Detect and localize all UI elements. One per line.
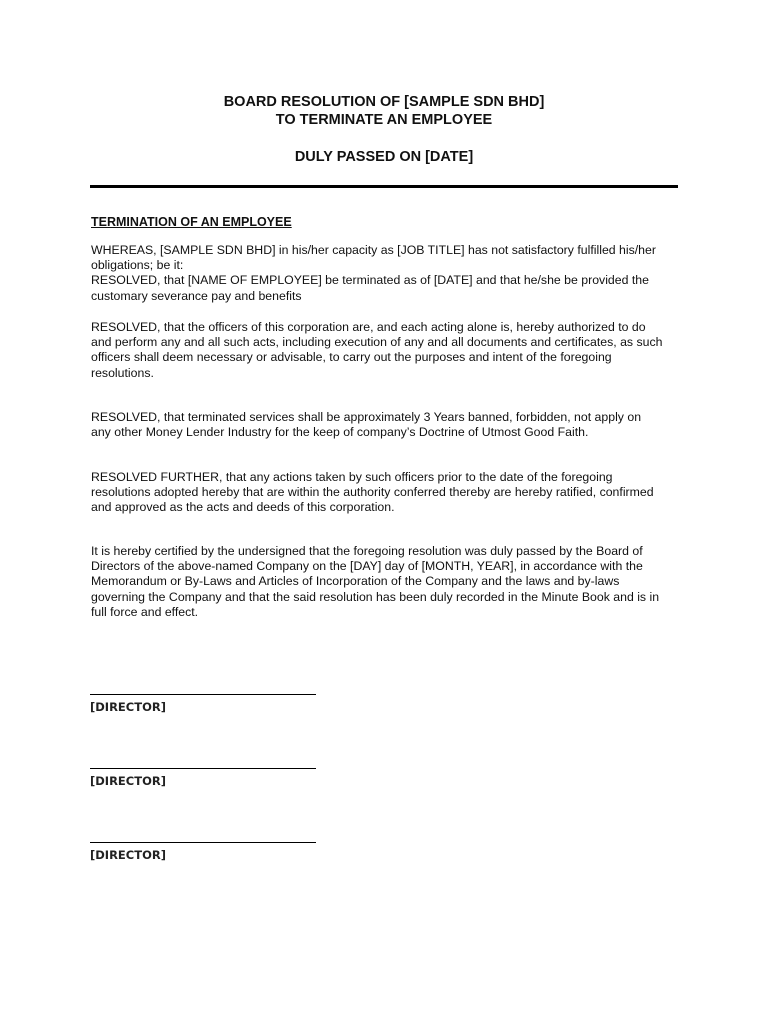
text-line: and approved as the acts and deeds of this corporation. xyxy=(91,500,395,515)
signature-block-1 xyxy=(90,694,316,714)
text-line: officers shall deem necessary or advisable, to carry out the purposes and intent of the foregoing xyxy=(91,350,612,365)
paragraph-further xyxy=(91,470,681,516)
signature-label: [DIRECTOR] xyxy=(90,848,166,862)
text-line: RESOLVED, that the officers of this corporation are, and each acting alone is, hereby authorized to do xyxy=(91,320,646,334)
paragraph-whereas xyxy=(91,243,681,304)
text-line: any other Money Lender Industry for the keep of company’s Doctrine of Utmost Good Faith. xyxy=(91,425,589,440)
paragraph-services xyxy=(91,410,681,440)
document-subtitle: TO TERMINATE AN EMPLOYEE xyxy=(275,112,493,128)
text-line: obligations; be it: xyxy=(91,258,184,273)
text-line: resolutions adopted hereby that are within the authority conferred thereby are hereby ratified, confirmed xyxy=(91,485,654,500)
text-line: Directors of the above-named Company on the [DAY] day of [MONTH, YEAR], in accordance with the xyxy=(91,559,643,574)
signature-block-2 xyxy=(90,768,316,788)
text-line: resolutions. xyxy=(91,365,154,380)
text-line: customary severance pay and benefits xyxy=(91,288,302,303)
text-line: RESOLVED FURTHER, that any actions taken by such officers prior to the date of the foregoing xyxy=(91,470,613,484)
passed-on-date: DULY PASSED ON [DATE] xyxy=(294,149,474,165)
text-line: full force and effect. xyxy=(91,604,199,619)
text-line: It is hereby certified by the undersigned that the foregoing resolution was duly passed by the Board of xyxy=(91,544,643,558)
signature-line xyxy=(90,842,316,843)
header-divider xyxy=(90,185,678,188)
text-line: RESOLVED, that [NAME OF EMPLOYEE] be terminated as of [DATE] and that he/she be provided the xyxy=(91,273,649,288)
signature-line xyxy=(90,768,316,769)
paragraph-officers xyxy=(91,320,681,381)
section-heading: TERMINATION OF AN EMPLOYEE xyxy=(91,215,292,229)
signature-label: [DIRECTOR] xyxy=(90,700,166,714)
text-line: WHEREAS, [SAMPLE SDN BHD] in his/her capacity as [JOB TITLE] has not satisfactory fulfilled his/her xyxy=(91,243,656,257)
text-line: RESOLVED, that terminated services shall be approximately 3 Years banned, forbidden, not apply on xyxy=(91,410,642,424)
text-line: governing the Company and that the said resolution has been duly recorded in the Minute Book and is in xyxy=(91,589,660,604)
text-line: and perform any and all such acts, including execution of any and all documents and certificates, as such xyxy=(91,335,663,350)
paragraph-certified xyxy=(91,544,681,620)
signature-line xyxy=(90,694,316,695)
document-title-block xyxy=(0,93,768,166)
text-line: Memorandum or By-Laws and Articles of Incorporation of the Company and the laws and by-laws xyxy=(91,574,620,589)
signature-label: [DIRECTOR] xyxy=(90,774,166,788)
document-title: BOARD RESOLUTION OF [SAMPLE SDN BHD] xyxy=(223,94,545,110)
signature-block-3 xyxy=(90,842,316,862)
